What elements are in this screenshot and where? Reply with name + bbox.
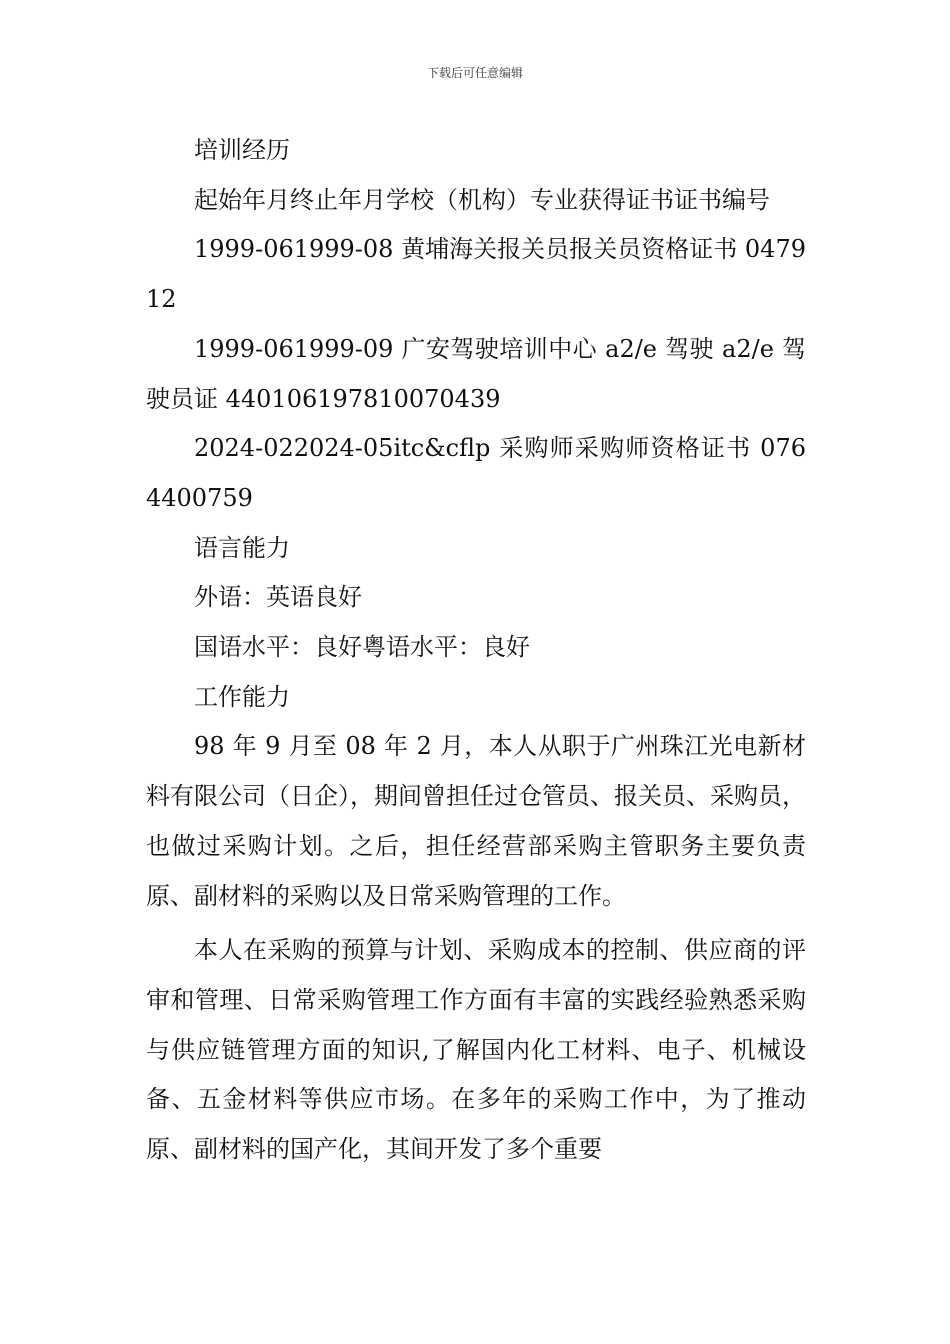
document-body (146, 126, 806, 1175)
training-table-columns: 起始年月终止年月学校（机构）专业获得证书证书编号 (194, 185, 770, 214)
language-heading: 语言能力 (194, 533, 290, 562)
work-heading: 工作能力 (194, 682, 290, 711)
work-paragraph-1: 98 年 9 月至 08 年 2 月，本人从职于广州珠江光电新材料有限公司（日企），期间曾担任过仓管员、报关员、采购员，也做过采购计划。之后，担任经营部采购主管职务主要负责原、副材料的采购以及日常采购管理的工作。 (146, 732, 806, 910)
mandarin-cantonese-level: 国语水平：良好粤语水平：良好 (194, 633, 530, 662)
work-paragraph-2: 本人在采购的预算与计划、采购成本的控制、供应商的评审和管理、日常采购管理工作方面有丰富的实践经验熟悉采购与供应链管理方面的知识,了解国内化工材料、电子、机械设备、五金材料等供应市场。在多年的采购工作中，为了推动原、副材料的国产化，其间开发了多个重要 (146, 936, 806, 1164)
training-record-3: 2024-022024-05itc&cflp 采购师采购师资格证书 0764400759 (146, 434, 806, 512)
training-record-2: 1999-061999-09 广安驾驶培训中心 a2/e 驾驶 a2/e 驾驶员证 440106197810070439 (146, 334, 806, 413)
training-heading: 培训经历 (194, 136, 290, 164)
training-record-1: 1999-061999-08 黄埔海关报关员报关员资格证书 047912 (146, 235, 806, 314)
page-header-note: 下载后可任意编辑 (426, 66, 523, 80)
foreign-language-level: 外语：英语良好 (194, 583, 362, 612)
